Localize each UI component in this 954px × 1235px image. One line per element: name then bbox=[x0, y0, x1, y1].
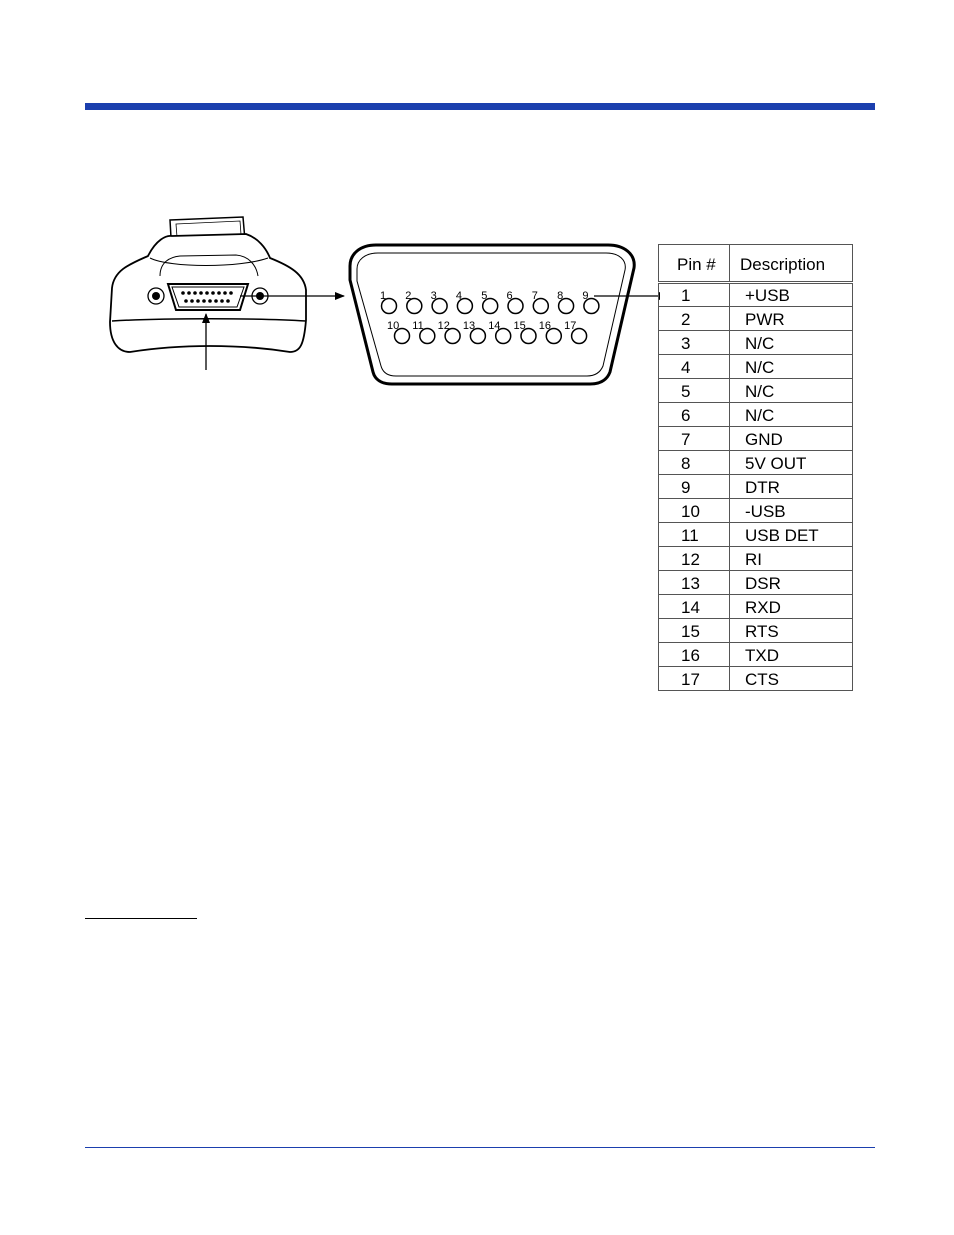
connector-pin-label: 13 bbox=[462, 320, 476, 332]
table-row bbox=[659, 331, 853, 355]
table-row bbox=[659, 475, 853, 499]
pin-description-table bbox=[658, 244, 853, 691]
pin-number: 16 bbox=[659, 643, 730, 667]
pin-description: DSR bbox=[730, 571, 853, 595]
pin-number: 15 bbox=[659, 619, 730, 643]
connector-pin-label: 5 bbox=[481, 290, 488, 302]
pin-number: 5 bbox=[659, 379, 730, 403]
connector-pin-label: 15 bbox=[513, 320, 526, 332]
table-row bbox=[659, 619, 853, 643]
enlarged-connector bbox=[350, 245, 634, 384]
pin-description: RXD bbox=[730, 595, 853, 619]
pin-description: USB DET bbox=[730, 523, 853, 547]
pin-number: 11 bbox=[659, 523, 730, 547]
connector-pin-label: 11 bbox=[412, 320, 424, 332]
pin-number: 8 bbox=[659, 451, 730, 475]
pin-description: +USB bbox=[730, 283, 853, 307]
pin-description: PWR bbox=[730, 307, 853, 331]
connector-pin-label: 4 bbox=[455, 290, 463, 302]
pin-number: 7 bbox=[659, 427, 730, 451]
pin-description: N/C bbox=[730, 355, 853, 379]
connector-pin-label: 10 bbox=[387, 320, 400, 332]
table-row bbox=[659, 283, 853, 307]
footer-rule bbox=[85, 1147, 875, 1148]
device-illustration bbox=[110, 217, 306, 352]
pin-description: GND bbox=[730, 427, 853, 451]
connector-pin-label: 2 bbox=[405, 290, 412, 302]
connector-pin-label: 17 bbox=[564, 320, 577, 332]
pin-description: DTR bbox=[730, 475, 853, 499]
table-header-row bbox=[659, 245, 853, 283]
table-row bbox=[659, 643, 853, 667]
table-row bbox=[659, 595, 853, 619]
pin-number: 1 bbox=[659, 283, 730, 307]
connector-pin-label: 16 bbox=[538, 320, 552, 332]
pin-number: 12 bbox=[659, 547, 730, 571]
connector-pin-label: 8 bbox=[557, 290, 564, 302]
table-row bbox=[659, 355, 853, 379]
connector-pin-label: 14 bbox=[488, 320, 501, 332]
table-row bbox=[659, 451, 853, 475]
header-rule bbox=[85, 103, 875, 110]
pin-number: 6 bbox=[659, 403, 730, 427]
pin-description: 5V OUT bbox=[730, 451, 853, 475]
pin-description: RI bbox=[730, 547, 853, 571]
table-row bbox=[659, 307, 853, 331]
header-description: Description bbox=[730, 245, 853, 283]
table-row bbox=[659, 427, 853, 451]
pin-number: 10 bbox=[659, 499, 730, 523]
table-row bbox=[659, 523, 853, 547]
pin-description: TXD bbox=[730, 643, 853, 667]
pin-number: 9 bbox=[659, 475, 730, 499]
table-row bbox=[659, 379, 853, 403]
pin-number: 17 bbox=[659, 667, 730, 691]
connector-pin-label: 7 bbox=[531, 290, 538, 302]
connector-pin-label: 9 bbox=[582, 290, 589, 302]
pin-description: RTS bbox=[730, 619, 853, 643]
pin-number: 14 bbox=[659, 595, 730, 619]
pin-number: 4 bbox=[659, 355, 730, 379]
connector-pin-label: 12 bbox=[437, 320, 450, 332]
pin-description: N/C bbox=[730, 331, 853, 355]
connector-pin-label: 3 bbox=[430, 290, 437, 302]
pin-description: N/C bbox=[730, 379, 853, 403]
table-row bbox=[659, 499, 853, 523]
table-row bbox=[659, 667, 853, 691]
connector-diagram bbox=[0, 200, 660, 390]
pin-number: 2 bbox=[659, 307, 730, 331]
connector-pin-label: 1 bbox=[380, 290, 387, 302]
pin-description: N/C bbox=[730, 403, 853, 427]
connector-pin-label: 6 bbox=[506, 290, 513, 302]
footnote-rule bbox=[85, 918, 197, 919]
header-pin: Pin # bbox=[659, 245, 730, 283]
pin-description: -USB bbox=[730, 499, 853, 523]
table-row bbox=[659, 547, 853, 571]
table-row bbox=[659, 403, 853, 427]
pin-description: CTS bbox=[730, 667, 853, 691]
table-row bbox=[659, 571, 853, 595]
pin-number: 3 bbox=[659, 331, 730, 355]
pin-number: 13 bbox=[659, 571, 730, 595]
